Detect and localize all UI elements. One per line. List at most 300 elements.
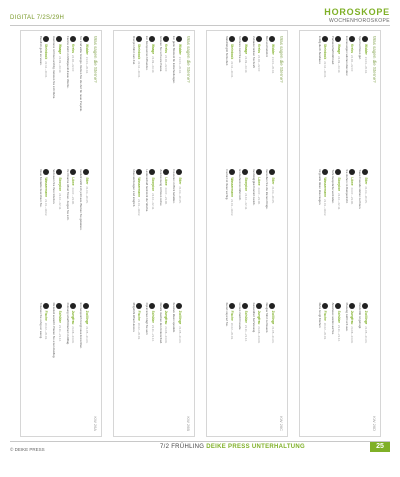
zodiac-symbol-icon <box>269 303 275 309</box>
entry-heading <box>83 36 89 164</box>
zodiac-sign-name: Löwe <box>71 177 76 186</box>
zodiac-symbol-icon <box>136 169 142 175</box>
horoscope-column-content <box>21 31 101 436</box>
zodiac-dates: 22.12.–20.01. <box>323 61 328 79</box>
entry-heading <box>322 36 328 164</box>
zodiac-dates: 24.08.–23.09. <box>350 326 355 344</box>
zodiac-forecast-text: Anerkennung ist Ihnen sicher. <box>158 169 163 207</box>
zodiac-dates: 21.01.–19.02. <box>137 199 142 217</box>
zodiac-forecast-text: Finanzen im Blick behalten. <box>172 169 176 204</box>
zodiac-dates: 21.04.–20.05. <box>270 186 275 204</box>
horoscope-columns <box>20 30 380 435</box>
entry-heading <box>149 169 155 297</box>
zodiac-sign-name: Wassermann <box>230 177 235 198</box>
zodiac-forecast-text: Genießen Sie die kleinen Dinge. <box>265 169 269 210</box>
zodiac-symbol-icon <box>83 169 89 175</box>
zodiac-sign-name: Wassermann <box>44 177 49 198</box>
zodiac-sign-name: Stier <box>363 177 368 185</box>
zodiac-entry <box>358 303 368 431</box>
zodiac-forecast-text: Flexibilität ist gefragt. <box>358 302 362 329</box>
zodiac-dates: 22.06.–22.07. <box>164 55 169 73</box>
zodiac-forecast-text: Ihr Charme öffnet Türen. Zeigen Sie sich. <box>65 169 70 221</box>
zodiac-dates: 21.05.–21.06. <box>84 326 89 344</box>
entry-heading <box>229 36 235 164</box>
zodiac-forecast-text: Originelle Ideen überzeugen. <box>317 169 322 206</box>
zodiac-forecast-text: Leidenschaft bestimmt die Woche. <box>145 169 150 213</box>
zodiac-forecast-text: Gesundheit hat Vorrang. <box>251 302 256 333</box>
column-header <box>92 36 98 431</box>
page-title: HOROSKOPE <box>324 7 390 17</box>
zodiac-sign-name: Waage <box>336 44 341 55</box>
zodiac-forecast-text: Ein guter Moment für Entscheidungen. <box>172 36 176 84</box>
entry-heading <box>70 169 76 297</box>
entry-heading <box>349 36 355 164</box>
zodiac-symbol-icon <box>83 303 89 309</box>
zodiac-symbol-icon <box>362 169 368 175</box>
zodiac-forecast-text: Beruflich geht es voran. <box>38 36 43 66</box>
zodiac-forecast-text: Familie steht im Mittelpunkt dieser Woche. <box>65 36 70 89</box>
zodiac-dates: 22.12.–20.01. <box>44 61 49 79</box>
zodiac-forecast-text: Neugier führt zu Neuem. <box>265 302 269 334</box>
zodiac-forecast-text: Sie stehen im Rampenlicht. <box>344 169 349 204</box>
footer-copyright: © DEIKE PRESS <box>10 447 45 452</box>
zodiac-sign-name: Zwillinge <box>363 310 368 325</box>
zodiac-entry <box>172 36 182 164</box>
entry-heading <box>56 36 62 164</box>
zodiac-sign-name: Wassermann <box>323 177 328 198</box>
zodiac-forecast-text: Erinnerungen wärmen das Herz. <box>344 36 349 77</box>
zodiac-entry <box>238 36 248 164</box>
zodiac-sign-name: Schütze <box>150 310 155 323</box>
zodiac-entry <box>265 303 275 431</box>
zodiac-sign-name: Jungfrau <box>350 310 355 325</box>
page-number: 25 <box>370 442 390 452</box>
zodiac-entry <box>224 36 234 164</box>
column-code: KW 26D <box>372 416 377 431</box>
zodiac-sign-name: Fische <box>137 310 142 321</box>
entry-heading <box>322 169 328 297</box>
zodiac-symbol-icon <box>322 169 328 175</box>
entry-heading <box>136 169 142 297</box>
entry-heading <box>242 36 248 164</box>
zodiac-sign-name: Stier <box>84 177 89 185</box>
entry-heading <box>43 169 49 297</box>
zodiac-sign-name: Waage <box>243 44 248 55</box>
zodiac-entry <box>52 303 62 431</box>
entry-heading <box>256 36 262 164</box>
zodiac-entry <box>79 303 89 431</box>
zodiac-sign-name: Krebs <box>350 44 355 54</box>
zodiac-sign-name: Krebs <box>164 44 169 54</box>
entry-heading <box>269 303 275 431</box>
footer-brand: DEIKE PRESS UNTERHALTUNG <box>206 444 306 450</box>
zodiac-entry <box>79 169 89 297</box>
zodiac-symbol-icon <box>43 303 49 309</box>
zodiac-dates: 23.11.–21.12. <box>243 324 248 342</box>
entry-heading <box>269 36 275 164</box>
zodiac-forecast-text: Mitgefühl öffnet Herzen. <box>131 302 136 333</box>
zodiac-dates: 21.01.–19.02. <box>230 199 235 217</box>
horoscope-column <box>299 30 381 437</box>
entry-heading <box>335 169 341 297</box>
entry-heading <box>322 303 328 431</box>
bottom-divider <box>10 441 390 442</box>
zodiac-symbol-icon <box>70 169 76 175</box>
zodiac-symbol-icon <box>349 169 355 175</box>
column-code: KW 26C <box>279 416 284 431</box>
zodiac-entry <box>65 169 75 297</box>
horoscope-column <box>113 30 195 437</box>
zodiac-dates: 23.11.–21.12. <box>150 324 155 342</box>
zodiac-forecast-text: Treue Freunde stehen zu Ihnen. <box>358 169 362 210</box>
zodiac-sign-name: Jungfrau <box>71 310 76 325</box>
zodiac-entry <box>317 169 327 297</box>
zodiac-symbol-icon <box>43 169 49 175</box>
zodiac-forecast-text: Gönnen Sie sich eine Pause. <box>158 36 163 73</box>
zodiac-symbol-icon <box>229 169 235 175</box>
zodiac-dates: 23.07.–23.08. <box>350 187 355 205</box>
entry-heading <box>70 303 76 431</box>
zodiac-dates: 23.11.–21.12. <box>336 324 341 342</box>
entries-grid <box>38 36 89 431</box>
zodiac-dates: 21.05.–21.06. <box>177 326 182 344</box>
zodiac-forecast-text: Großzügigkeit kommt zurück. <box>251 169 256 206</box>
zodiac-forecast-text: Tiefe Gespräche verbinden. <box>331 169 336 204</box>
zodiac-dates: 21.05.–21.06. <box>363 326 368 344</box>
zodiac-symbol-icon <box>176 169 182 175</box>
zodiac-symbol-icon <box>269 169 275 175</box>
zodiac-entry <box>158 303 168 431</box>
zodiac-sign-name: Stier <box>270 177 275 185</box>
page-subtitle: WOCHENHOROSKOPE <box>328 18 390 24</box>
zodiac-entry <box>38 36 48 164</box>
zodiac-dates: 20.02.–20.03. <box>137 322 142 340</box>
zodiac-dates: 24.09.–23.10. <box>57 56 62 74</box>
entry-heading <box>136 303 142 431</box>
zodiac-dates: 24.08.–23.09. <box>257 326 262 344</box>
zodiac-entry <box>131 36 141 164</box>
entry-heading <box>242 303 248 431</box>
zodiac-symbol-icon <box>136 36 142 42</box>
entry-heading <box>83 169 89 297</box>
zodiac-symbol-icon <box>322 36 328 42</box>
zodiac-symbol-icon <box>176 36 182 42</box>
zodiac-forecast-text: Ruhe bringt Klarheit. <box>317 302 322 329</box>
zodiac-dates: 23.07.–23.08. <box>164 187 169 205</box>
entry-heading <box>269 169 275 297</box>
entries-grid <box>317 36 368 431</box>
zodiac-forecast-text: Schönes zieht Sie an. <box>238 36 243 64</box>
zodiac-forecast-text: Ein Kompromiss hilft weiter. <box>145 36 150 71</box>
zodiac-symbol-icon <box>362 303 368 309</box>
zodiac-entry <box>344 169 354 297</box>
zodiac-symbol-icon <box>70 303 76 309</box>
zodiac-sign-name: Löwe <box>164 177 169 186</box>
entry-heading <box>83 303 89 431</box>
zodiac-sign-name: Steinbock <box>44 44 49 60</box>
header-left-label: DIGITAL 7/2S/29H <box>10 15 65 21</box>
entry-heading <box>43 303 49 431</box>
zodiac-entry <box>158 169 168 297</box>
entry-heading <box>349 303 355 431</box>
zodiac-entry <box>52 36 62 164</box>
zodiac-symbol-icon <box>335 303 341 309</box>
horoscope-column-content <box>300 31 380 436</box>
column-code: KW 26B <box>186 416 191 431</box>
zodiac-symbol-icon <box>149 36 155 42</box>
zodiac-sign-name: Löwe <box>350 177 355 186</box>
zodiac-entry <box>158 36 168 164</box>
zodiac-dates: 22.12.–20.01. <box>230 61 235 79</box>
zodiac-forecast-text: Planung zahlt sich aus. <box>344 302 349 332</box>
zodiac-dates: 21.04.–20.05. <box>363 186 368 204</box>
zodiac-symbol-icon <box>229 303 235 309</box>
zodiac-sign-name: Schütze <box>57 310 62 323</box>
zodiac-dates: 24.08.–23.09. <box>71 326 76 344</box>
zodiac-forecast-text: Reiselust erwacht. Planen Sie einen Ausflug. <box>52 302 57 359</box>
zodiac-symbol-icon <box>163 169 169 175</box>
zodiac-symbol-icon <box>229 36 235 42</box>
zodiac-dates: 23.07.–23.08. <box>257 187 262 205</box>
zodiac-dates: 21.05.–21.06. <box>270 326 275 344</box>
zodiac-entry <box>317 303 327 431</box>
zodiac-sign-name: Löwe <box>257 177 262 186</box>
zodiac-entry <box>172 169 182 297</box>
zodiac-entry <box>172 303 182 431</box>
zodiac-symbol-icon <box>163 303 169 309</box>
zodiac-sign-name: Schütze <box>243 310 248 323</box>
zodiac-entry <box>331 303 341 431</box>
zodiac-dates: 21.01.–19.02. <box>44 199 49 217</box>
column-title: Was sagen die Sterne? <box>93 36 98 83</box>
zodiac-symbol-icon <box>322 303 328 309</box>
zodiac-dates: 24.09.–23.10. <box>150 56 155 74</box>
zodiac-entry <box>145 169 155 297</box>
zodiac-symbol-icon <box>149 303 155 309</box>
zodiac-symbol-icon <box>43 36 49 42</box>
horoscope-column-content <box>207 31 287 436</box>
zodiac-symbol-icon <box>242 36 248 42</box>
zodiac-entry <box>265 169 275 297</box>
zodiac-dates: 24.08.–23.09. <box>164 326 169 344</box>
entry-heading <box>70 36 76 164</box>
zodiac-sign-name: Skorpion <box>336 177 341 192</box>
zodiac-symbol-icon <box>256 36 262 42</box>
zodiac-dates: 23.07.–23.08. <box>71 187 76 205</box>
entry-heading <box>56 303 62 431</box>
zodiac-dates: 23.11.–21.12. <box>57 324 62 342</box>
zodiac-symbol-icon <box>242 303 248 309</box>
zodiac-symbol-icon <box>349 36 355 42</box>
zodiac-dates: 22.06.–22.07. <box>71 55 76 73</box>
header-title-block <box>324 7 390 24</box>
entry-heading <box>163 303 169 431</box>
zodiac-symbol-icon <box>256 303 262 309</box>
zodiac-symbol-icon <box>56 303 62 309</box>
zodiac-sign-name: Zwillinge <box>177 310 182 325</box>
zodiac-sign-name: Widder <box>363 44 368 55</box>
zodiac-sign-name: Steinbock <box>137 44 142 60</box>
zodiac-dates: 24.10.–22.11. <box>57 193 62 211</box>
entry-heading <box>362 36 368 164</box>
zodiac-dates: 22.12.–20.01. <box>137 61 142 79</box>
zodiac-symbol-icon <box>56 36 62 42</box>
zodiac-forecast-text: Neue Kontakte bereichern Sie. <box>38 169 43 208</box>
zodiac-entry <box>52 169 62 297</box>
zodiac-entry <box>224 303 234 431</box>
zodiac-symbol-icon <box>335 169 341 175</box>
zodiac-forecast-text: Disziplin führt zum Ziel. <box>131 36 136 65</box>
entry-heading <box>136 36 142 164</box>
entry-heading <box>56 169 62 297</box>
zodiac-forecast-text: Ein Gespräch bringt neue Einsichten. <box>79 302 83 349</box>
zodiac-forecast-text: Details machen den Unterschied. <box>158 302 163 344</box>
zodiac-forecast-text: Freiheit ist Ihnen wichtig. <box>224 169 229 201</box>
column-header <box>371 36 377 431</box>
column-title: Was sagen die Sterne? <box>186 36 191 83</box>
zodiac-dates: 21.01.–19.02. <box>323 199 328 217</box>
zodiac-symbol-icon <box>269 36 275 42</box>
zodiac-sign-name: Fische <box>230 310 235 321</box>
zodiac-dates: 21.03.–20.04. <box>177 56 182 74</box>
zodiac-sign-name: Stier <box>177 177 182 185</box>
column-code: KW 26A <box>93 416 98 431</box>
zodiac-symbol-icon <box>256 169 262 175</box>
zodiac-entry <box>38 303 48 431</box>
zodiac-entry <box>238 303 248 431</box>
entry-heading <box>176 169 182 297</box>
zodiac-sign-name: Steinbock <box>230 44 235 60</box>
entry-heading <box>335 303 341 431</box>
entry-heading <box>256 169 262 297</box>
zodiac-sign-name: Jungfrau <box>257 310 262 325</box>
zodiac-sign-name: Fische <box>323 310 328 321</box>
zodiac-dates: 21.04.–20.05. <box>177 186 182 204</box>
zodiac-entry <box>238 169 248 297</box>
zodiac-forecast-text: Mut wird belohnt. <box>265 36 269 58</box>
entry-heading <box>43 36 49 164</box>
zodiac-sign-name: Wassermann <box>137 177 142 198</box>
zodiac-entry <box>251 169 261 297</box>
zodiac-forecast-text: Lernen macht Freude. <box>238 302 243 331</box>
zodiac-entry <box>358 36 368 164</box>
zodiac-forecast-text: Träumen Sie ruhig ein wenig. <box>38 302 43 339</box>
zodiac-forecast-text: Abenteuer warten auf Sie. <box>331 302 336 335</box>
column-header <box>278 36 284 431</box>
zodiac-sign-name: Steinbock <box>323 44 328 60</box>
zodiac-forecast-text: Partnerschaft blüht auf. <box>331 36 336 65</box>
zodiac-forecast-text: Kunst inspiriert Sie. <box>224 302 229 327</box>
horoscope-column <box>20 30 102 437</box>
zodiac-symbol-icon <box>362 36 368 42</box>
zodiac-entry <box>265 36 275 164</box>
zodiac-dates: 21.04.–20.05. <box>84 186 89 204</box>
zodiac-forecast-text: Überraschungen sind möglich. <box>131 169 136 208</box>
entry-heading <box>229 303 235 431</box>
column-title: Was sagen die Sterne? <box>279 36 284 83</box>
zodiac-forecast-text: Erfolg durch Ausdauer. <box>317 36 322 65</box>
zodiac-entry <box>331 36 341 164</box>
zodiac-dates: 22.06.–22.07. <box>350 55 355 73</box>
zodiac-forecast-text: Vertrauen Sie Ihrer Intuition. <box>52 169 57 205</box>
zodiac-sign-name: Jungfrau <box>164 310 169 325</box>
zodiac-sign-name: Krebs <box>257 44 262 54</box>
zodiac-sign-name: Skorpion <box>150 177 155 192</box>
zodiac-dates: 24.09.–23.10. <box>243 56 248 74</box>
zodiac-dates: 24.10.–22.11. <box>243 193 248 211</box>
entry-heading <box>362 303 368 431</box>
zodiac-symbol-icon <box>136 303 142 309</box>
zodiac-forecast-text: Sport tut Ihnen gut. <box>358 36 362 60</box>
zodiac-symbol-icon <box>70 36 76 42</box>
zodiac-symbol-icon <box>176 303 182 309</box>
zodiac-dates: 20.02.–20.03. <box>230 322 235 340</box>
zodiac-forecast-text: Stabilität gibt Sicherheit. <box>224 36 229 67</box>
zodiac-forecast-text: Ordnung schafft Klarheit im Alltag. <box>65 302 70 345</box>
zodiac-dates: 24.10.–22.11. <box>336 193 341 211</box>
zodiac-entry <box>331 169 341 297</box>
zodiac-entry <box>251 303 261 431</box>
zodiac-sign-name: Waage <box>57 44 62 55</box>
top-divider <box>10 25 390 26</box>
zodiac-entry <box>65 36 75 164</box>
zodiac-entry <box>131 303 141 431</box>
zodiac-forecast-text: Harmonie ist Ihnen wichtig. Gönnen Sie sich Ruhe. <box>52 36 57 100</box>
zodiac-sign-name: Zwillinge <box>270 310 275 325</box>
zodiac-symbol-icon <box>349 303 355 309</box>
zodiac-symbol-icon <box>242 169 248 175</box>
zodiac-entry <box>317 36 327 164</box>
zodiac-entry <box>131 169 141 297</box>
zodiac-entry <box>344 303 354 431</box>
zodiac-forecast-text: Zuhause tanken Sie Kraft. <box>251 36 256 69</box>
zodiac-entry <box>145 303 155 431</box>
entry-heading <box>163 169 169 297</box>
entry-heading <box>163 36 169 164</box>
zodiac-forecast-text: Sie sind voller Energie. Nutzen Sie die Zeit für neue Projekte. <box>79 36 83 112</box>
zodiac-entry <box>79 36 89 164</box>
zodiac-sign-name: Schütze <box>336 310 341 323</box>
column-title: Was sagen die Sterne? <box>372 36 377 83</box>
zodiac-dates: 24.10.–22.11. <box>150 193 155 211</box>
zodiac-symbol-icon <box>163 36 169 42</box>
entry-heading <box>335 36 341 164</box>
zodiac-dates: 20.02.–20.03. <box>323 322 328 340</box>
zodiac-dates: 20.02.–20.03. <box>44 322 49 340</box>
zodiac-sign-name: Widder <box>270 44 275 55</box>
zodiac-dates: 24.09.–23.10. <box>336 56 341 74</box>
entry-heading <box>349 169 355 297</box>
entry-heading <box>256 303 262 431</box>
zodiac-entry <box>251 36 261 164</box>
footer-issue-label: 7/2 FRÜHLING <box>160 444 205 450</box>
zodiac-forecast-text: Ein Geheimnis lüftet sich. <box>238 169 243 201</box>
zodiac-symbol-icon <box>83 36 89 42</box>
zodiac-sign-name: Widder <box>84 44 89 55</box>
zodiac-symbol-icon <box>56 169 62 175</box>
zodiac-sign-name: Waage <box>150 44 155 55</box>
zodiac-forecast-text: Optimismus trägt Sie weit. <box>145 302 150 336</box>
zodiac-entry <box>65 303 75 431</box>
zodiac-entry <box>358 169 368 297</box>
zodiac-entry <box>224 169 234 297</box>
entries-grid <box>131 36 182 431</box>
zodiac-sign-name: Widder <box>177 44 182 55</box>
zodiac-dates: 21.03.–20.04. <box>270 56 275 74</box>
zodiac-sign-name: Zwillinge <box>84 310 89 325</box>
footer-issue <box>160 444 305 450</box>
zodiac-symbol-icon <box>335 36 341 42</box>
